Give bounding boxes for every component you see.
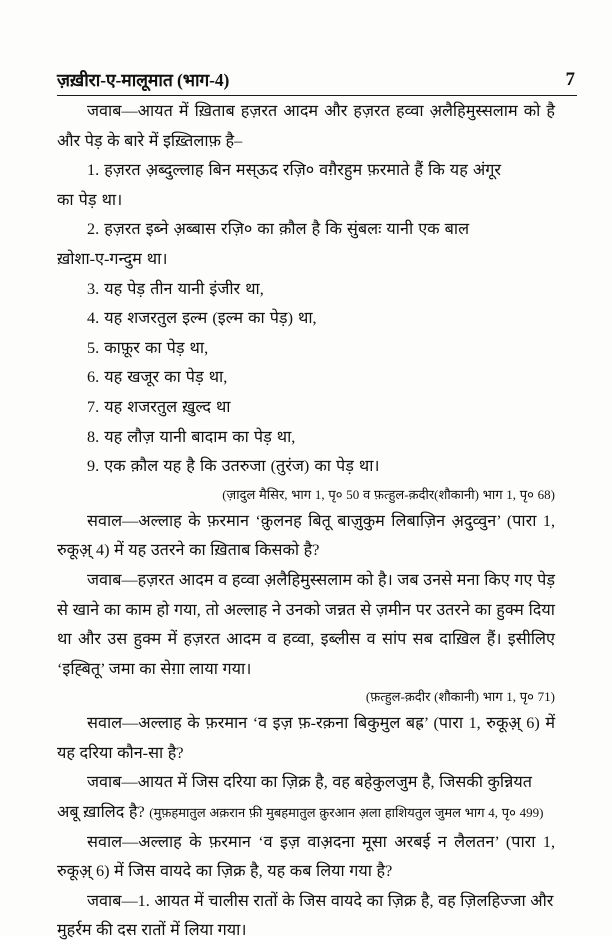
answer-bahrul-qulzum	[57, 768, 555, 827]
tree-opinion-5: 5. काफ़ूर का पेड़ था,	[87, 338, 209, 357]
tree-opinion-2-continuation: ख़ोशा-ए-गन्दुम था।	[57, 249, 168, 268]
answer-bahrul-qulzum-main: जवाब—आयत में जिस दरिया का ज़िक्र है, वह बहेकुलजुम है, जिसकी कुन्नियत अबू ख़ालिद है?	[57, 773, 532, 822]
question-qulnah-bituu: सवाल—अल्लाह के फ़रमान ‘क़ुलनह बितू बाज़ुकुम लिबाज़िन अ़दुव्वुन’ (पारा 1, रुकूअ़् 4) में यह उतरने का ख़िताब किसको है?	[57, 511, 555, 560]
answer-paragraph-tree-khitaab: जवाब—आयत में ख़िताब हज़रत आदम और हज़रत हव्वा अ़लैहिमुस्सलाम को है और पेड़ के बारे में इख़्तिलाफ़ है–	[57, 102, 555, 150]
page-number: 7	[565, 69, 575, 91]
tree-opinion-9: 9. एक क़ौल यह है कि उतरुजा (तुरंज) का पेड़ था।	[87, 457, 380, 476]
tree-opinion-1-continuation: का पेड़ था।	[57, 190, 123, 209]
answer-forty-nights: जवाब—1. आयत में चालीस रातों के जिस वायदे का ज़िक्र है, वह ज़िलहिज्जा और मुहर्रम की दस रातों में लिया गया।	[57, 891, 554, 940]
answer-adam-hawwa-descend: जवाब—हज़रत आदम व हव्वा अ़लैहिमुस्सलाम को है। जब उनसे मना किए गए पेड़ से खाने का काम हो गया, तो अल्लाह ने उनको जन्नत से ज़मीन पर उतरने का हुक्म दिया था और उस हुक्म में हज़रत आदम व हव्वा, इब्लीस व सांप सब दाख़िल हैं। इसीलिए ‘इह्बितू’ जमा का सेग़ा लाया गया।	[57, 570, 555, 678]
tree-opinion-3: 3. यह पेड़ तीन यानी इंजीर था,	[87, 279, 264, 298]
book-title: ज़ख़ीरा-ए-मालूमात (भाग-4)	[57, 70, 230, 91]
tree-opinion-6: 6. यह खजूर का पेड़ था,	[87, 368, 228, 387]
text-column	[57, 97, 555, 946]
running-head	[57, 58, 577, 96]
tree-opinion-4: 4. यह शजरतुल इल्म (इल्म का पेड़) था,	[87, 309, 317, 328]
tree-opinion-1-first-line: 1. हज़रत अ़ब्दुल्लाह बिन मस्ऊद रज़ि० वग़ैरहुम फ़रमाते हैं कि यह अंगूर	[87, 161, 501, 180]
answer-bahrul-qulzum-inline-citation: (मुफ़हमातुल अक़रान फ़ी मुबहमातुल क़ुरआन अ़ला हाशियतुल जुमल भाग 4, पृ० 499)	[149, 805, 544, 821]
question-wa-iz-waadna-musa: सवाल—अल्लाह के फ़रमान ‘व इज़ वाअ़दना मूसा अरबई न लैलतन’ (पारा 1, रुकूअ़् 6) में जिस वायदे का ज़िक्र है, यह कब लिया गया है?	[57, 832, 555, 881]
question-wa-iz-farakna: सवाल—अल्लाह के फ़रमान ‘व इज़ फ़-रक़ना बिकुमुल बह्र’ (पारा 1, रुकूअ़् 6) में यह दरिया कौन-सा है?	[57, 714, 555, 762]
tree-opinion-8: 8. यह लौज़ यानी बादाम का पेड़ था,	[87, 427, 296, 446]
tree-opinion-2-first-line: 2. हज़रत इब्ने अ़ब्बास रज़ि० का क़ौल है कि सुंबलः यानी एक बाल	[87, 220, 470, 239]
citation-zaadul-maisir: (ज़ादुल मैसिर, भाग 1, पृ० 50 व फ़त्हुल-क़दीर(शौकानी) भाग 1, पृ० 68)	[222, 486, 555, 502]
tree-opinion-7: 7. यह शजरतुल ख़ुल्द था	[87, 397, 231, 416]
citation-fathul-qadeer-71: (फ़त्हुल-क़दीर (शौकानी) भाग 1, पृ० 71)	[365, 689, 555, 705]
